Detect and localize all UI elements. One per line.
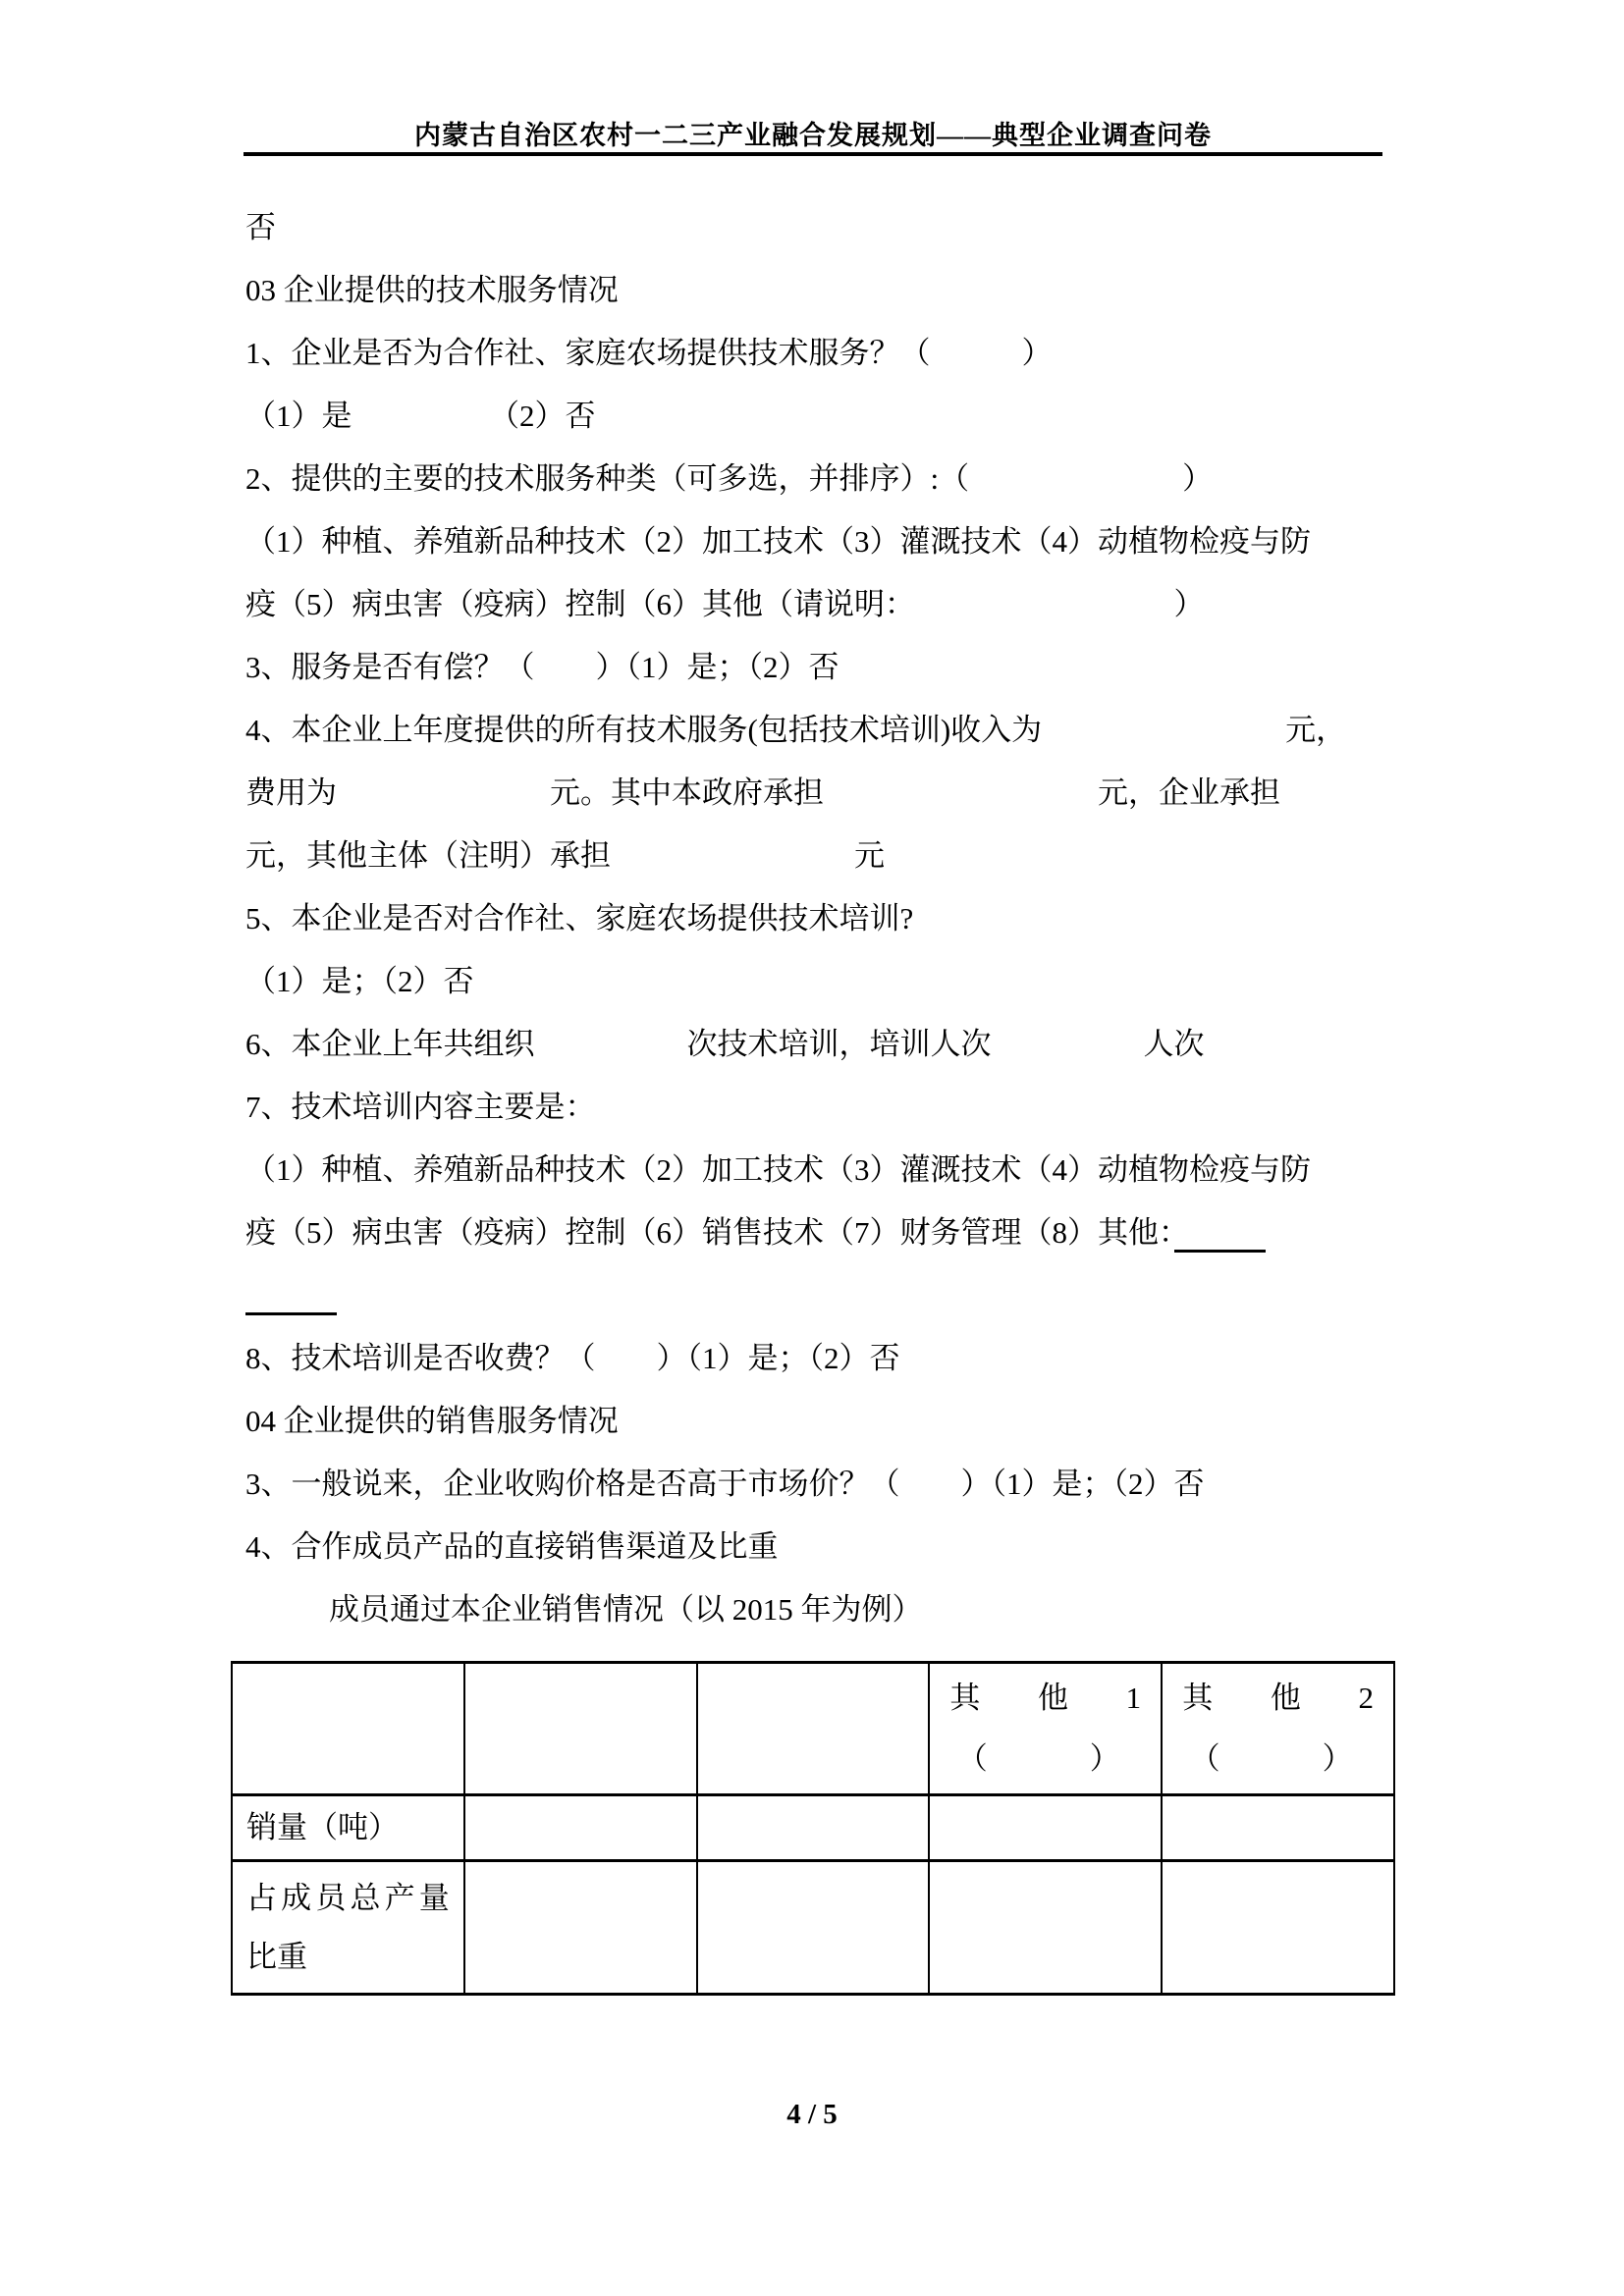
page-number: 4 / 5 xyxy=(786,2099,838,2130)
document-line xyxy=(245,448,1384,510)
table-cell xyxy=(697,1795,930,1861)
document-line xyxy=(245,1264,1384,1327)
document-line xyxy=(245,1013,1384,1076)
row-label-text: 占成员总产量比重 xyxy=(246,1880,450,1974)
text-segment: （1）种植、养殖新品种技术（2）加工技术（3）灌溉技术（4）动植物检疫与防 xyxy=(245,1152,1311,1187)
table-cell xyxy=(1162,1795,1394,1861)
document-line xyxy=(245,322,1384,385)
table-cell xyxy=(464,1795,697,1861)
document-line xyxy=(245,699,1384,762)
document-line xyxy=(245,1453,1384,1516)
table-row-label xyxy=(232,1795,464,1861)
table-header-cell xyxy=(1162,1663,1394,1795)
text-segment: 6、本企业上年共组织 次技术培训，培训人次 人次 xyxy=(245,1027,1205,1061)
document-line xyxy=(245,385,1384,448)
text-segment: 2、提供的主要的技术服务种类（可多选，并排序）:（ ） xyxy=(245,461,1214,496)
document-line xyxy=(245,1390,1384,1453)
blank-underline xyxy=(245,1278,337,1315)
text-segment: 5、本企业是否对合作社、家庭农场提供技术培训? xyxy=(245,901,914,935)
table-cell xyxy=(1162,1861,1394,1995)
text-segment: 否 xyxy=(245,210,276,244)
document-line xyxy=(245,1578,1384,1641)
text-segment: （1）是；（2）否 xyxy=(245,964,474,998)
blank-underline xyxy=(1174,1215,1266,1253)
text-segment: 3、一般说来，企业收购价格是否高于市场价？（ ）（1）是；（2）否 xyxy=(245,1467,1205,1501)
table-header-cell xyxy=(464,1663,697,1795)
text-segment: 3、服务是否有偿？（ ）（1）是；（2）否 xyxy=(245,650,839,684)
text-segment: 费用为 元。其中本政府承担 元，企业承担 xyxy=(245,775,1280,810)
text-segment: 疫（5）病虫害（疫病）控制（6）其他（请说明： ） xyxy=(245,587,1205,621)
document-line xyxy=(245,259,1384,322)
document-line xyxy=(245,573,1384,636)
table-cell xyxy=(464,1861,697,1995)
text-segment: 8、技术培训是否收费？（ ）（1）是；（2）否 xyxy=(245,1341,900,1375)
header-cell-paren: （ ） xyxy=(956,1741,1134,1776)
document-line xyxy=(245,510,1384,573)
text-segment: 4、合作成员产品的直接销售渠道及比重 xyxy=(245,1529,779,1564)
text-segment: 03 企业提供的技术服务情况 xyxy=(245,273,619,307)
table-cell xyxy=(929,1861,1162,1995)
document-line xyxy=(245,1201,1384,1264)
text-segment: （1）是 （2）否 xyxy=(245,399,596,433)
row-label-text: 销量（吨） xyxy=(246,1810,399,1844)
header-cell-paren: （ ） xyxy=(1189,1741,1367,1776)
table-cell xyxy=(929,1795,1162,1861)
text-segment: 元，其他主体（注明）承担 元 xyxy=(245,838,885,873)
table-header-cell xyxy=(232,1663,464,1795)
document-line xyxy=(245,1327,1384,1390)
document-line xyxy=(245,887,1384,950)
document-line xyxy=(245,762,1384,825)
document-line xyxy=(245,196,1384,259)
document-line xyxy=(245,636,1384,699)
document-line xyxy=(245,950,1384,1013)
text-segment: 成员通过本企业销售情况（以 2015 年为例） xyxy=(329,1592,923,1627)
table-row xyxy=(232,1861,1394,1995)
text-segment: 4、本企业上年度提供的所有技术服务(包括技术培训)收入为 元， xyxy=(245,713,1347,747)
text-segment: 04 企业提供的销售服务情况 xyxy=(245,1404,619,1438)
document-body xyxy=(245,196,1384,1996)
table-row-label xyxy=(232,1861,464,1995)
table-header-row xyxy=(232,1663,1394,1795)
text-segment: 7、技术培训内容主要是： xyxy=(245,1090,596,1124)
document-header-title: 内蒙古自治区农村一二三产业融合发展规划——典型企业调查问卷 xyxy=(414,121,1212,150)
header-cell-title: 其 他 2 xyxy=(1182,1681,1374,1715)
document-line xyxy=(245,1076,1384,1139)
document-line xyxy=(245,825,1384,887)
question-lines xyxy=(245,196,1384,1641)
sales-table xyxy=(231,1661,1395,1996)
table-cell xyxy=(697,1861,930,1995)
header-rule xyxy=(244,152,1382,156)
text-segment: 疫（5）病虫害（疫病）控制（6）销售技术（7）财务管理（8）其他： xyxy=(245,1215,1174,1250)
table-row xyxy=(232,1795,1394,1861)
text-segment: （1）种植、养殖新品种技术（2）加工技术（3）灌溉技术（4）动植物检疫与防 xyxy=(245,524,1311,559)
header-cell-title: 其 他 1 xyxy=(949,1681,1142,1715)
document-line xyxy=(245,1516,1384,1578)
document-line xyxy=(245,1139,1384,1201)
text-segment: 1、企业是否为合作社、家庭农场提供技术服务？（ ） xyxy=(245,336,1053,370)
table-header-cell xyxy=(697,1663,930,1795)
table-header-cell xyxy=(929,1663,1162,1795)
